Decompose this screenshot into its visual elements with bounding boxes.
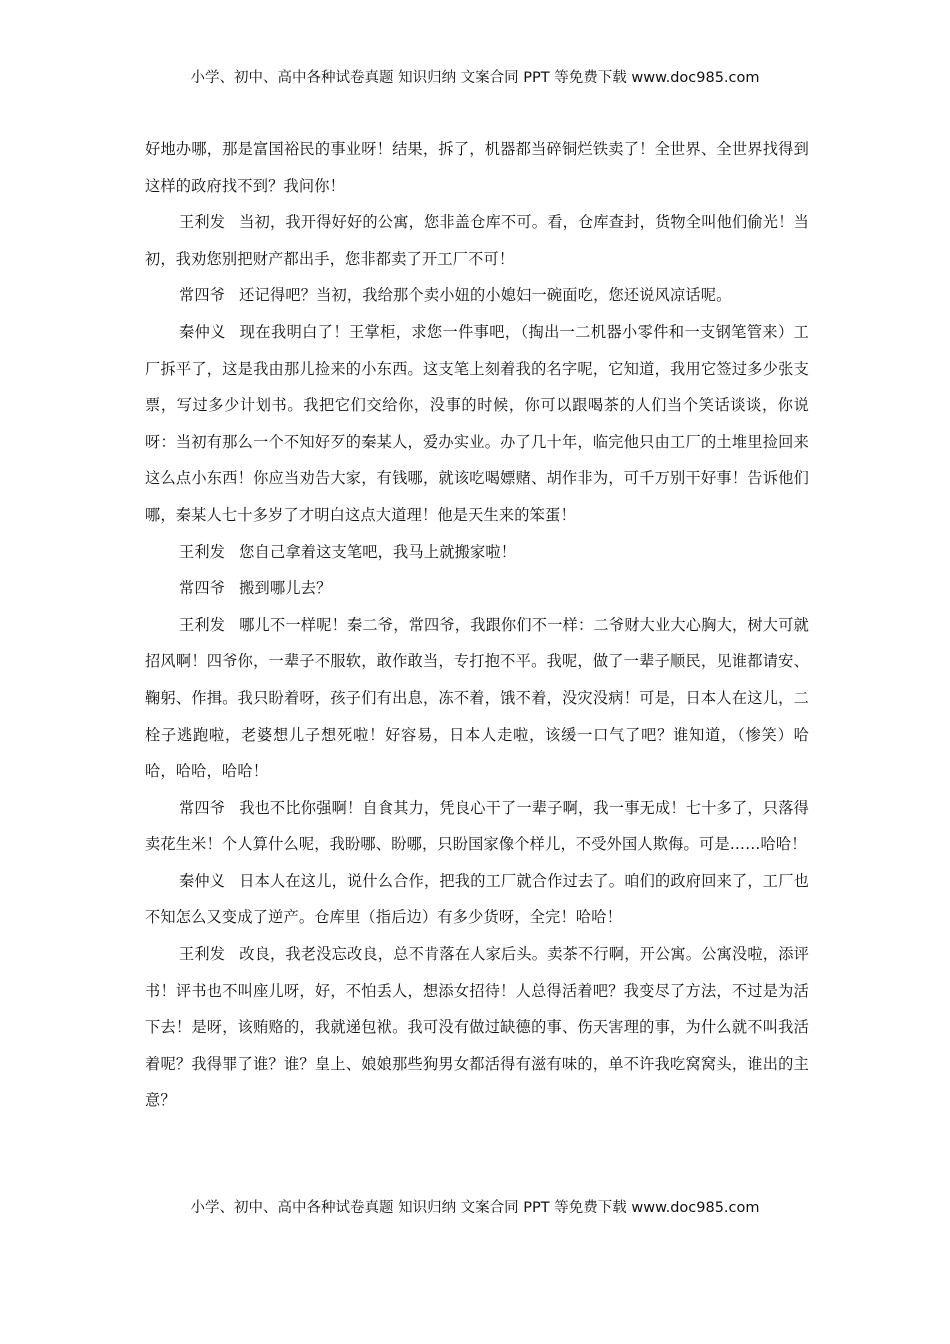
document-body	[145, 131, 809, 1119]
dialogue-paragraph	[145, 204, 809, 277]
speaker-name: 王利发	[179, 945, 226, 964]
speaker-name: 常四爷	[179, 798, 226, 817]
dialogue-paragraph	[145, 534, 809, 571]
dialogue-text: 我也不比你强啊！自食其力，凭良心干了一辈子啊，我一事无成！七十多了，只落得卖花生米！个人算什么呢，我盼哪、盼哪，只盼国家像个样儿，不受外国人欺侮。可是……哈哈！	[145, 798, 809, 854]
dialogue-text: 改良，我老没忘改良，总不肯落在人家后头。卖茶不行啊，开公寓。公寓没啦，添评书！评书也不叫座儿呀，好，不怕丢人，想添女招待！人总得活着吧？我变尽了方法，不过是为活下去！是呀，该贿赂的，我就递包袱。我可没有做过缺德的事、伤天害理的事，为什么就不叫我活着呢？我得罪了谁？谁？皇上、娘娘那些狗男女都活得有滋有味的，单不许我吃窝窝头，谁出的主意？	[145, 945, 809, 1110]
paragraph-text: 好地办哪，那是富国裕民的事业呀！结果，拆了，机器都当碎铜烂铁卖了！全世界、全世界找得到这样的政府找不到？我问你！	[145, 140, 809, 195]
speaker-name: 秦仲义	[179, 322, 226, 341]
dialogue-text: 当初，我开得好好的公寓，您非盖仓库不可。看，仓库查封，货物全叫他们偷光！当初，我劝您别把财产都出手，您非都卖了开工厂不可！	[145, 213, 809, 268]
dialogue-paragraph	[145, 790, 809, 863]
dialogue-paragraph	[145, 863, 809, 936]
page-footer: 小学、初中、高中各种试卷真题 知识归纳 文案合同 PPT 等免费下载 www.doc985.com	[190, 1200, 760, 1216]
dialogue-paragraph	[145, 936, 809, 1119]
dialogue-text: 日本人在这儿，说什么合作，把我的工厂就合作过去了。咱们的政府回来了，工厂也不知怎么又变成了逆产。仓库里（指后边）有多少货呀，全完！哈哈！	[145, 871, 809, 927]
speaker-name: 常四爷	[179, 286, 226, 305]
speaker-name: 王利发	[179, 542, 226, 561]
dialogue-text: 搬到哪儿去？	[239, 579, 332, 598]
dialogue-paragraph	[145, 570, 809, 607]
speaker-name: 王利发	[179, 615, 226, 634]
dialogue-text: 还记得吧？当初，我给那个卖小妞的小媳妇一碗面吃，您还说风凉话呢。	[239, 286, 732, 305]
speaker-name: 王利发	[179, 213, 226, 232]
dialogue-paragraph	[145, 607, 809, 790]
dialogue-text: 现在我明白了！王掌柜，求您一件事吧，（掏出一二机器小零件和一支钢笔管来）工厂拆平了，这是我由那儿捡来的小东西。这支笔上刻着我的名字呢，它知道，我用它签过多少张支票，写过多少计划书。我把它们交给你，没事的时候，你可以跟喝茶的人们当个笑话谈谈，你说呀：当初有那么一个不知好歹的秦某人，爱办实业。办了几十年，临完他只由工厂的土堆里捡回来这么点小东西！你应当劝告大家，有钱哪，就该吃喝嫖赌、胡作非为，可千万别干好事！告诉他们哪，秦某人七十多岁了才明白这点大道理！他是天生来的笨蛋！	[145, 322, 809, 524]
dialogue-text: 哪儿不一样呢！秦二爷，常四爷，我跟你们不一样：二爷财大业大心胸大，树大可就招风啊！四爷你，一辈子不服软，敢作敢当，专打抱不平。我呢，做了一辈子顺民，见谁都请安、鞠躬、作揖。我只盼着呀，孩子们有出息，冻不着，饿不着，没灾没病！可是，日本人在这儿，二栓子逃跑啦，老婆想儿子想死啦！好容易，日本人走啦，该缓一口气了吧？谁知道，（惨笑）哈哈，哈哈，哈哈！	[145, 615, 809, 781]
speaker-name: 常四爷	[179, 579, 226, 598]
page-header: 小学、初中、高中各种试卷真题 知识归纳 文案合同 PPT 等免费下载 www.doc985.com	[190, 70, 760, 86]
speaker-name: 秦仲义	[179, 871, 226, 890]
dialogue-text: 您自己拿着这支笔吧，我马上就搬家啦！	[239, 542, 517, 561]
dialogue-paragraph	[145, 277, 809, 314]
paragraph-continuation	[145, 131, 809, 204]
dialogue-paragraph	[145, 314, 809, 534]
